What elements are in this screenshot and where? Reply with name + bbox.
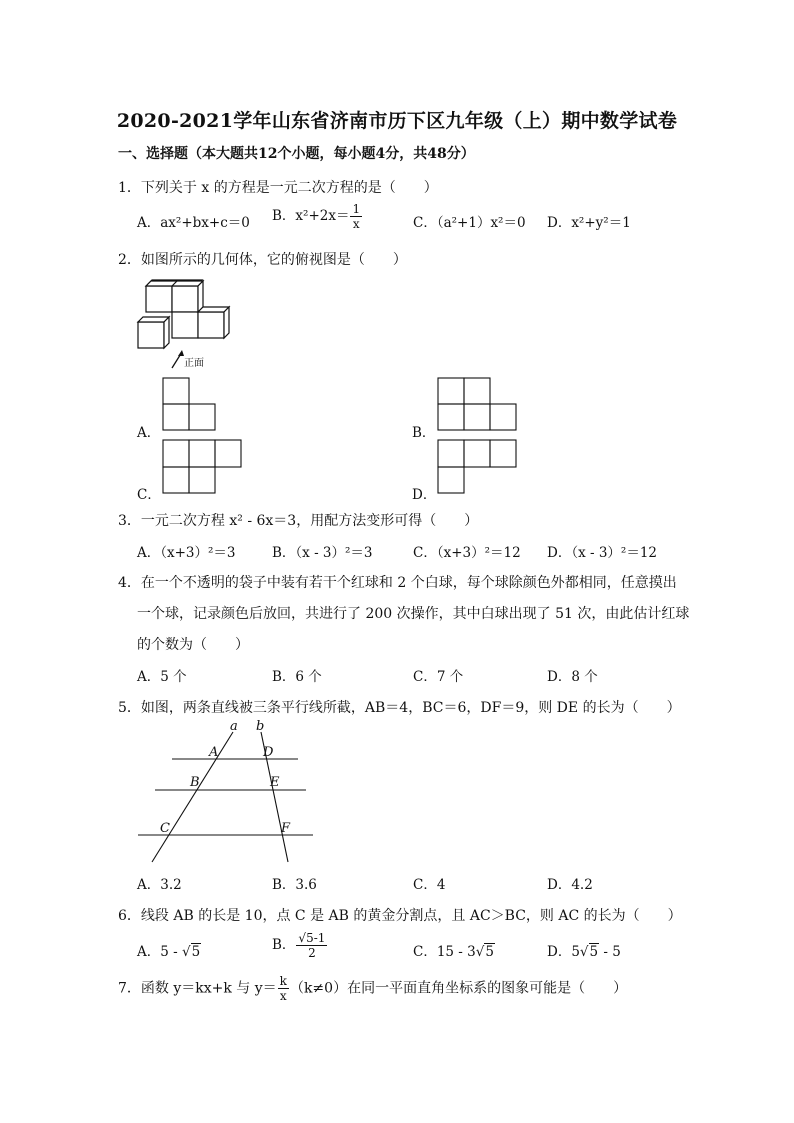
q3-option-a: A．（x+3）²＝3 [137,545,236,561]
q4-option-a: A．5 个 [137,669,187,685]
q4-option-d: D．8 个 [547,669,598,685]
q7-stem-end: （k≠0）在同一平面直角坐标系的图象可能是（ ） [289,980,628,997]
q3-stem: 3．一元二次方程 x² - 6x＝3，用配方法变形可得（ ） [118,513,479,529]
q3-option-d: D．（x - 3）²＝12 [547,545,658,561]
q1-option-c: C．（a²+1）x²＝0 [413,215,526,231]
q7-denominator: x [279,989,287,1003]
q6-option-c: C．15 - 3√5 [413,944,494,960]
q5-option-d: D．4.2 [547,877,593,893]
q5-label-a: a [230,719,238,734]
q6-b-numerator: √5-1 [298,931,326,945]
q5-parallel-lines-figure [130,716,330,866]
q1-stem: 1．下列关于 x 的方程是一元二次方程的是（ ） [118,180,438,196]
q2-option-a: A． [137,425,161,441]
q6-option-d: D．5√5 - 5 [547,944,621,960]
q6-option-c-radicand: 5 [485,944,494,960]
q4-line-1: 4．在一个不透明的袋子中装有若干个红球和 2 个白球，每个球除颜色外都相同，任意摸出 [118,575,677,591]
q3-option-b: B．（x - 3）²＝3 [272,545,373,561]
q2-option-b: B． [412,425,436,441]
q7-stem [118,975,627,1002]
q6-option-b-text: B． [272,937,296,953]
q4-option-b: B．6 个 [272,669,322,685]
q6-option-b-fraction [296,932,327,959]
q7-fraction [278,975,289,1002]
q1-option-d: D．x²+y²＝1 [547,215,631,231]
q5-option-a: A．3.2 [137,877,182,893]
q6-b-denominator: 2 [308,946,316,960]
q2-option-c-grid [162,439,244,495]
q5-label-b: b [256,719,265,734]
q1-option-b-text: B．x²+2x＝ [272,208,350,224]
q6-option-d-text: D．5 [547,944,580,960]
q5-option-c: C．4 [413,877,446,893]
q5-label-A: A [209,745,219,760]
q4-option-c: C．7 个 [413,669,464,685]
q6-option-d-radicand: 5 [589,944,599,960]
q6-option-d-tail: - 5 [599,944,621,960]
q4-line-3: 的个数为（ ） [137,637,249,653]
q6-option-a: A．5 - √5 [137,944,201,960]
q2-option-d-grid [437,439,519,495]
q5-label-B: B [190,775,200,790]
q2-option-b-grid [437,377,519,431]
q5-label-F: F [281,821,291,836]
q5-stem: 5．如图，两条直线被三条平行线所截，AB＝4，BC＝6，DF＝9，则 DE 的长为（ ） [118,700,681,716]
q4-line-2: 一个球，记录颜色后放回，共进行了 200 次操作，其中白球出现了 51 次，由此估计红球 [137,606,690,622]
q6-stem: 6．线段 AB 的长是 10，点 C 是 AB 的黄金分割点，且 AC＞BC，则 AC 的长为（ ） [118,908,682,924]
q2-option-a-grid [162,377,218,431]
q5-label-D: D [263,745,274,760]
q1-option-b [272,203,363,230]
page-title: 2020-2021学年山东省济南市历下区九年级（上）期中数学试卷 [116,110,678,132]
q5-option-b: B．3.6 [272,877,317,893]
q5-label-E: E [270,775,280,790]
q2-option-d: D． [412,487,437,503]
q3-option-c: C．（x+3）²＝12 [413,545,521,561]
q2-option-c: C． [137,487,161,503]
q6-option-c-text: C．15 - 3 [413,944,476,960]
q1-option-b-fraction [350,203,362,230]
q2-stem: 2．如图所示的几何体，它的俯视图是（ ） [118,252,407,268]
q1-b-denominator: x [352,217,360,231]
q1-b-numerator: 1 [352,202,361,216]
q5-label-C: C [160,821,170,836]
section-heading: 一、选择题（本大题共12个小题，每小题4分，共48分） [118,146,475,162]
q7-stem-start: 7．函数 y＝kx+k 与 y＝ [118,980,277,997]
q6-option-a-text: A．5 - [137,944,182,960]
q7-numerator: k [279,974,287,988]
q6-option-b [272,932,328,959]
q2-front-label: 正面 [184,358,204,369]
q6-option-a-radicand: 5 [191,944,201,960]
q1-option-a: A．ax²+bx+c＝0 [137,215,250,231]
